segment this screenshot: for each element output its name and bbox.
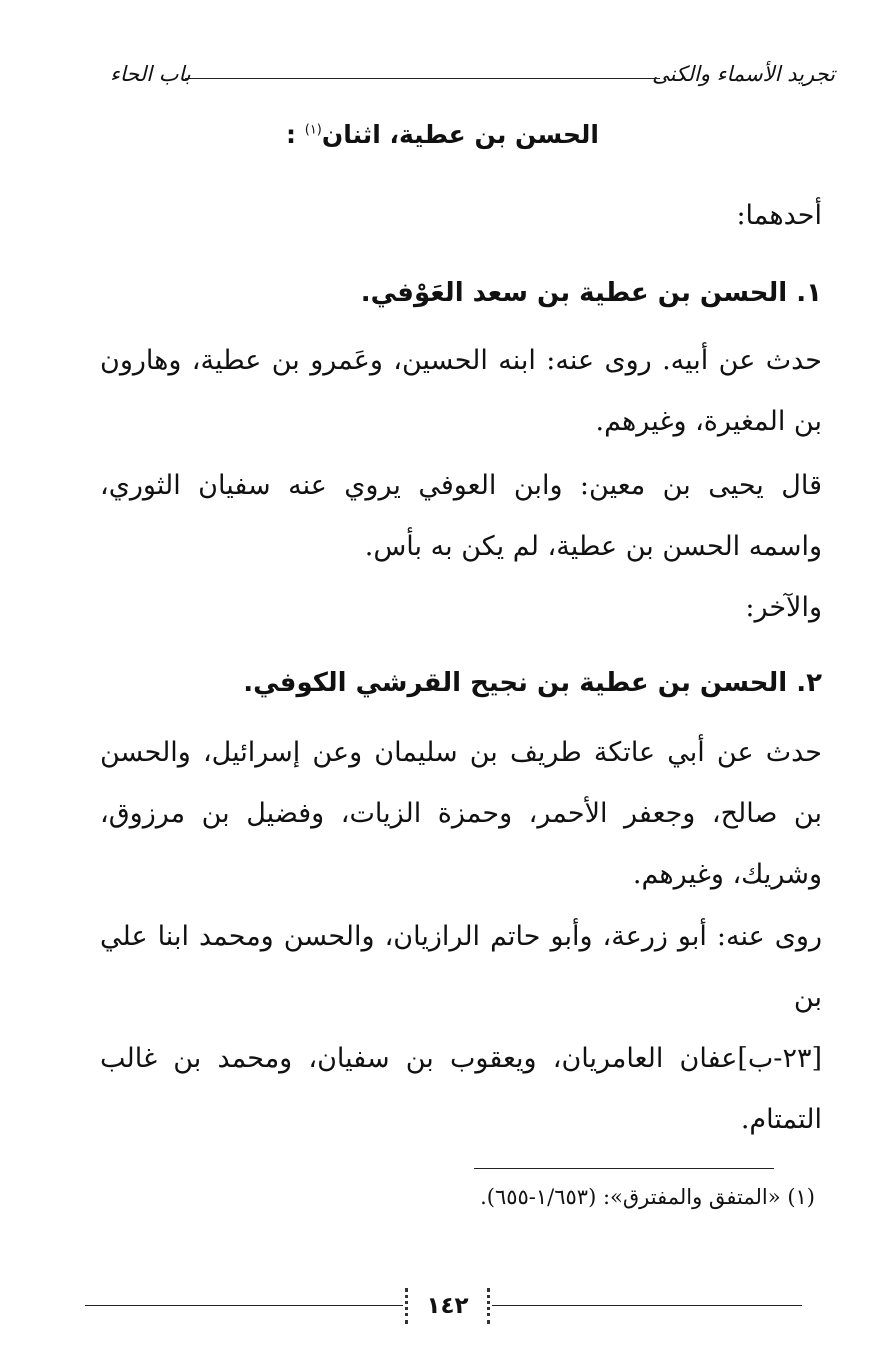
first-narration-paragraph: حدث عن أبيه. روى عنه: ابنه الحسين، وعَمرو بن عطية، وهارون بن المغيرة، وغيرهم. — [100, 345, 822, 437]
second-label: والآخر: — [745, 592, 822, 623]
first-name-heading: ١. الحسن بن عطية بن سعد العَوْفي. — [360, 278, 822, 308]
running-header — [110, 62, 835, 102]
second-narration-paragraph: حدث عن أبي عاتكة طريف بن سليمان وعن إسرائيل، والحسن بن صالح، وجعفر الأحمر، وحمزة الزيات، وفضيل بن مرزوق، وشريك، وغيرهم. — [100, 737, 822, 890]
second-narrators-paragraph — [100, 906, 822, 1150]
running-header-chapter: باب الحاء — [110, 62, 191, 86]
running-header-book-title: تجريد الأسماء والكنى — [652, 62, 835, 86]
second-name-heading: ٢. الحسن بن عطية بن نجيح القرشي الكوفي. — [243, 668, 822, 698]
running-header-rule — [185, 78, 660, 79]
narrators-line-2: عفان العامريان، ويعقوب بن سفيان، ومحمد بن غالب التمتام. — [100, 1043, 822, 1135]
page-number: ١٤٢ — [405, 1288, 490, 1324]
entry-heading-text: الحسن بن عطية، اثنان — [321, 120, 599, 149]
entry-heading-colon: : — [286, 120, 297, 149]
folio-rule-left — [85, 1305, 403, 1306]
footnote-text: «المتفق والمفترق»: (١/٦٥٣-٦٥٥). — [480, 1185, 781, 1209]
manuscript-folio-marker: [٢٣-ب] — [737, 1043, 822, 1074]
entry-heading — [0, 120, 885, 149]
footnote-separator — [474, 1168, 774, 1169]
first-quote-paragraph: قال يحيى بن معين: وابن العوفي يروي عنه سفيان الثوري، واسمه الحسن بن عطية، لم يكن به بأس. — [100, 470, 822, 562]
footnote-reference: (١) — [304, 122, 322, 138]
narrators-line-1: روى عنه: أبو زرعة، وأبو حاتم الرازيان، والحسن ومحمد ابنا علي بن — [100, 921, 822, 1013]
footnote-number: (١) — [787, 1185, 815, 1209]
folio-rule-right — [492, 1305, 802, 1306]
first-label: أحدهما: — [736, 200, 822, 231]
footnote — [480, 1185, 815, 1209]
